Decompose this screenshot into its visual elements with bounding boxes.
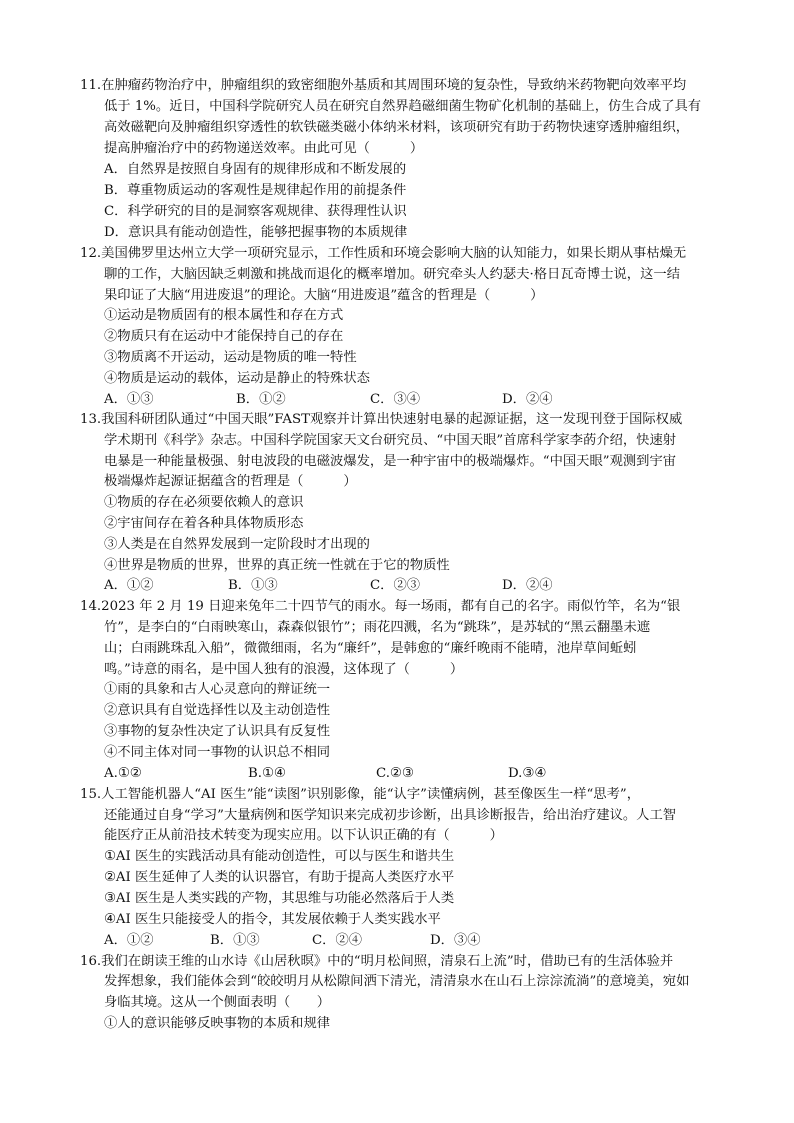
- choice-a: A.①②: [104, 766, 142, 781]
- question-stem-line: 16.我们在朗读王维的山水诗《山居秋暝》中的“明月松间照，清泉石上流”时，借助已有的生活体验并: [80, 954, 674, 969]
- question-stem-line: 15.人工智能机器人“AI 医生”能“读图”识别影像，能“认字”读懂病例，甚至像医生一样“思考”，: [80, 787, 640, 802]
- question-stem-line: 提高肿瘤治疗中的药物递送效率。由此可见（ ）: [104, 141, 424, 156]
- statement-item: ④物质是运动的载体，运动是静止的特殊状态: [104, 371, 370, 386]
- statement-item: ④世界是物质的世界，世界的真正统一性就在于它的物质性: [104, 558, 450, 573]
- choice-d: D.③④: [508, 766, 547, 781]
- statement-item: ①雨的具象和古人心灵意向的辩证统一: [104, 682, 331, 697]
- choice-a: A．①③: [104, 392, 154, 407]
- statement-item: ②意识具有自觉选择性以及主动创造性: [104, 703, 331, 718]
- question-stem-line: 聊的工作，大脑因缺乏刺激和挑战而退化的概率增加。研究牵头人约瑟夫·格日瓦奇博士说，这一结: [104, 267, 680, 282]
- statement-item: ②宇宙间存在着各种具体物质形态: [104, 516, 304, 531]
- statement-item: ①AI 医生的实践活动具有能动创造性，可以与医生和谐共生: [104, 849, 455, 864]
- choice-c: C.②③: [376, 766, 414, 781]
- statement-item: ④AI 医生只能接受人的指令，其发展依赖于人类实践水平: [104, 912, 441, 927]
- statement-item: ①物质的存在必须要依赖人的意识: [104, 495, 304, 510]
- statement-item: ④不同主体对同一事物的认识总不相同: [104, 745, 331, 760]
- statement-item: ③物质离不开运动，运动是物质的唯一特性: [104, 350, 357, 365]
- question-stem-line: 13.我国科研团队通过“中国天眼”FAST观察并计算出快速射电暴的起源证据，这一发现刊登于国际权威: [80, 412, 683, 427]
- question-stem-line: 14.2023 年 2 月 19 日迎来兔年二十四节气的雨水。每一场雨，都有自己的名字。雨似竹竿，名为“银: [80, 599, 681, 614]
- choice-c: C．③④: [370, 392, 421, 407]
- question-stem-line: 低于 1%。近日，中国科学院研究人员在研究自然界趋磁细菌生物矿化机制的基础上，仿生合成了具有: [104, 99, 702, 114]
- statement-item: ①人的意识能够反映事物的本质和规律: [104, 1016, 331, 1031]
- question-stem-line: 学术期刊《科学》杂志。中国科学院国家天文台研究员、“中国天眼”首席科学家李菂介绍，快速射: [104, 433, 677, 448]
- choice-d: D．②④: [502, 578, 553, 593]
- choice-b: B．①③: [210, 933, 260, 948]
- statement-item: ③事物的复杂性决定了认识具有反复性: [104, 724, 331, 739]
- question-stem-line: 身临其境。这从一个侧面表明（ ）: [104, 995, 331, 1010]
- choice-d: D．②④: [502, 392, 553, 407]
- question-stem-line: 竹”，是李白的“白雨映寒山，森森似银竹”；雨花四溅，名为“跳珠”，是苏轼的“黑云翻墨未遮: [104, 620, 651, 635]
- statement-item: ②AI 医生延伸了人类的认识器官，有助于提高人类医疗水平: [104, 870, 455, 885]
- question-stem-line: 山；白雨跳珠乱入船”，微微细雨，名为“廉纤”，是韩愈的“廉纤晚雨不能晴，池岸草间蚯蚓: [104, 641, 637, 656]
- answer-option: D．意识具有能动创造性，能够把握事物的本质规律: [104, 225, 408, 240]
- question-stem-line: 发挥想象，我们能体会到“皎皎明月从松隙间洒下清光，清清泉水在山石上淙淙流淌”的意境美，宛如: [104, 974, 690, 989]
- question-stem-line: 鸣。”诗意的雨名，是中国人独有的浪漫，这体现了（ ）: [104, 662, 464, 677]
- question-stem-line: 12.美国佛罗里达州立大学一项研究显示，工作性质和环境会影响大脑的认知能力，如果长期从事枯燥无: [80, 246, 687, 261]
- question-stem-line: 11.在肿瘤药物治疗中，肿瘤组织的致密细胞外基质和其周围环境的复杂性，导致纳米药物靶向效率平均: [80, 78, 687, 93]
- choice-d: D．③④: [430, 933, 481, 948]
- choice-a: A．①②: [104, 578, 154, 593]
- choice-c: C．②④: [312, 933, 363, 948]
- choice-b: B．①③: [228, 578, 278, 593]
- choice-b: B.①④: [248, 766, 286, 781]
- question-stem-line: 还能通过自身“学习”大量病例和医学知识来完成初步诊断，出具诊断报告，给出治疗建议。人工智: [104, 808, 677, 823]
- question-stem-line: 能医疗正从前沿技术转变为现实应用。以下认识正确的有（ ）: [104, 828, 503, 843]
- choice-b: B．①②: [236, 392, 286, 407]
- question-stem-line: 高效磁靶向及肿瘤组织穿透性的软铁磁类磁小体纳米材料，该项研究有助于药物快速穿透肿瘤组织，: [104, 120, 690, 135]
- answer-option: A．自然界是按照自身固有的规律形成和不断发展的: [104, 162, 407, 177]
- answer-option: B．尊重物质运动的客观性是规律起作用的前提条件: [104, 183, 407, 198]
- statement-item: ③人类是在自然界发展到一定阶段时才出现的: [104, 537, 370, 552]
- answer-option: C．科学研究的目的是洞察客观规律、获得理性认识: [104, 204, 407, 219]
- choice-c: C．②③: [370, 578, 421, 593]
- statement-item: ③AI 医生是人类实践的产物，其思维与功能必然落后于人类: [104, 891, 455, 906]
- statement-item: ②物质只有在运动中才能保持自己的存在: [104, 329, 344, 344]
- question-stem-line: 电暴是一种能量极强、射电波段的电磁波爆发，是一种宇宙中的极端爆炸。“中国天眼”观测到宇宙: [104, 454, 677, 469]
- question-stem-line: 极端爆炸起源证据蕴含的哲理是（ ）: [104, 474, 357, 489]
- choice-a: A．①②: [104, 933, 154, 948]
- question-stem-line: 果印证了大脑“用进废退”的理论。大脑“用进废退”蕴含的哲理是（ ）: [104, 288, 544, 303]
- statement-item: ①运动是物质固有的根本属性和存在方式: [104, 308, 344, 323]
